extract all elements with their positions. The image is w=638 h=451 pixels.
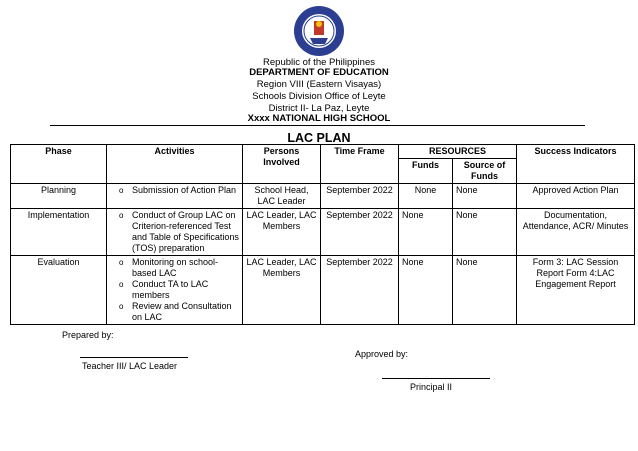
persons-cell: School Head, LAC Leader [243, 184, 321, 209]
persons-cell: LAC Leader, LAC Members [243, 256, 321, 325]
approved-by-label: Approved by: [355, 349, 409, 359]
lac-plan-table [10, 144, 635, 325]
funds-cell: None [399, 209, 453, 256]
prepared-by-label: Prepared by: [62, 330, 114, 340]
time-frame-cell: September 2022 [321, 184, 399, 209]
phase-cell: Implementation [11, 209, 107, 256]
header-district: District II- La Paz, Leyte [268, 103, 370, 114]
page-title: LAC PLAN [287, 131, 351, 145]
header-source-of-funds: Source of Funds [453, 159, 517, 184]
approved-signature-line [382, 378, 490, 379]
activities-cell [107, 209, 243, 256]
activity-item: o Conduct of Group LAC on Criterion-referenced Test and Table of Specifications (TOS) preparation [132, 210, 239, 254]
table-row [11, 209, 635, 256]
header-rule [50, 125, 585, 126]
header-persons-involved: Persons Involved [243, 145, 321, 184]
table-row [11, 256, 635, 325]
header-department: DEPARTMENT OF EDUCATION [249, 67, 389, 78]
header-time-frame: Time Frame [321, 145, 399, 184]
header-phase: Phase [11, 145, 107, 184]
source-cell: None [453, 209, 517, 256]
header-republic: Republic of the Philippines [263, 57, 375, 68]
persons-cell: LAC Leader, LAC Members [243, 209, 321, 256]
indicators-cell: Form 3: LAC Session Report Form 4:LAC Engagement Report [517, 256, 635, 325]
time-frame-cell: September 2022 [321, 256, 399, 325]
activity-item: o Conduct TA to LAC members [132, 279, 239, 301]
activity-item: o Review and Consultation on LAC [132, 301, 239, 323]
indicators-cell: Documentation, Attendance, ACR/ Minutes [517, 209, 635, 256]
funds-cell: None [399, 184, 453, 209]
indicators-cell: Approved Action Plan [517, 184, 635, 209]
activities-cell [107, 184, 243, 209]
phase-cell: Evaluation [11, 256, 107, 325]
activity-item: o Submission of Action Plan [132, 185, 239, 196]
header-resources: RESOURCES [399, 145, 517, 159]
time-frame-cell: September 2022 [321, 209, 399, 256]
prepared-signature-line [80, 357, 188, 358]
prepared-by-role: Teacher III/ LAC Leader [82, 361, 178, 371]
approved-by-role: Principal II [410, 382, 453, 392]
phase-cell: Planning [11, 184, 107, 209]
header-region: Region VIII (Eastern Visayas) [256, 79, 382, 90]
header-division: Schools Division Office of Leyte [252, 91, 386, 102]
header-funds: Funds [399, 159, 453, 184]
header-success-indicators: Success Indicators [517, 145, 635, 184]
header-school: Xxxx NATIONAL HIGH SCHOOL [247, 113, 391, 124]
source-cell: None [453, 184, 517, 209]
activities-cell [107, 256, 243, 325]
source-cell: None [453, 256, 517, 325]
table-row [11, 184, 635, 209]
activity-item: o Monitoring on school-based LAC [132, 257, 239, 279]
funds-cell: None [399, 256, 453, 325]
deped-seal [290, 4, 348, 58]
header-activities: Activities [107, 145, 243, 184]
